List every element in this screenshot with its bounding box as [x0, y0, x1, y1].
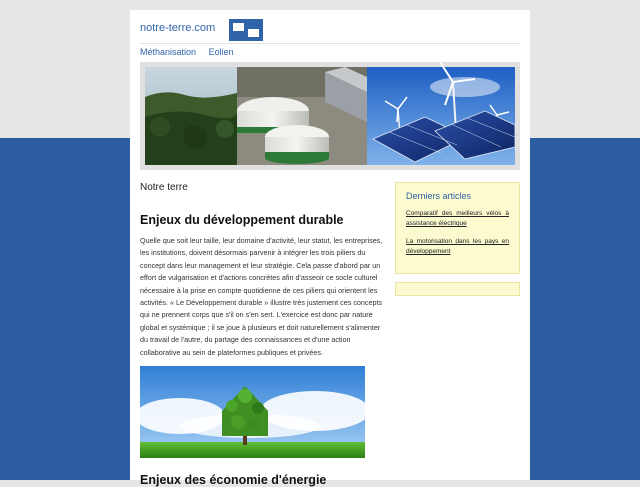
main-content	[140, 182, 383, 487]
site-title-link[interactable]: notre-terre.com	[140, 22, 216, 34]
header-banner	[140, 62, 520, 170]
tree-house-image	[140, 366, 365, 458]
recent-articles-widget	[395, 182, 520, 274]
page-container	[130, 10, 530, 487]
empty-widget	[395, 282, 520, 296]
widget-title: Derniers articles	[406, 191, 472, 201]
sidebar	[395, 182, 520, 296]
article-title-2[interactable]: Enjeux des économie d'énergie	[140, 473, 327, 487]
nav-item-eolien[interactable]: Eolien	[208, 47, 234, 57]
site-header	[140, 10, 520, 44]
article-title[interactable]: Enjeux du développement durable	[140, 213, 344, 227]
site-logo-icon[interactable]	[229, 19, 263, 41]
section-label: Notre terre	[140, 182, 188, 193]
main-nav	[140, 47, 244, 57]
article-body: Quelle que soit leur taille, leur domaine d'activité, leur statut, les entreprises, les institutions, doivent désormais parvenir à intégrer les trois piliers du concept dans leur management et leur stratégie. Cela passe d'abord par un effort de vulgarisation et d'actions concrètes afin d'asseoir ce socle culturel nécessaire à la prise en compte quotidienne de ces piliers qui orientent les activités. « Le Développement durable » illustre très justement ces concepts qui ne prennent corps que s'il on s'en sert. L'exercice est donc par nature global et systémique ; il se joue à plusieurs et doit naturellement s'alimenter du travail de l'autre, du partage des connaissances et d'une action collaborative au sein de plateformes publiques et privées.	[140, 236, 383, 357]
energy-banner-image	[145, 67, 515, 165]
nav-item-methanisation[interactable]: Méthanisation	[140, 47, 197, 57]
recent-article-link[interactable]: La motorisation dans les pays en développement	[406, 238, 509, 255]
recent-article-link[interactable]: Comparatif des meilleurs vélos à assistance électrique	[406, 210, 509, 227]
